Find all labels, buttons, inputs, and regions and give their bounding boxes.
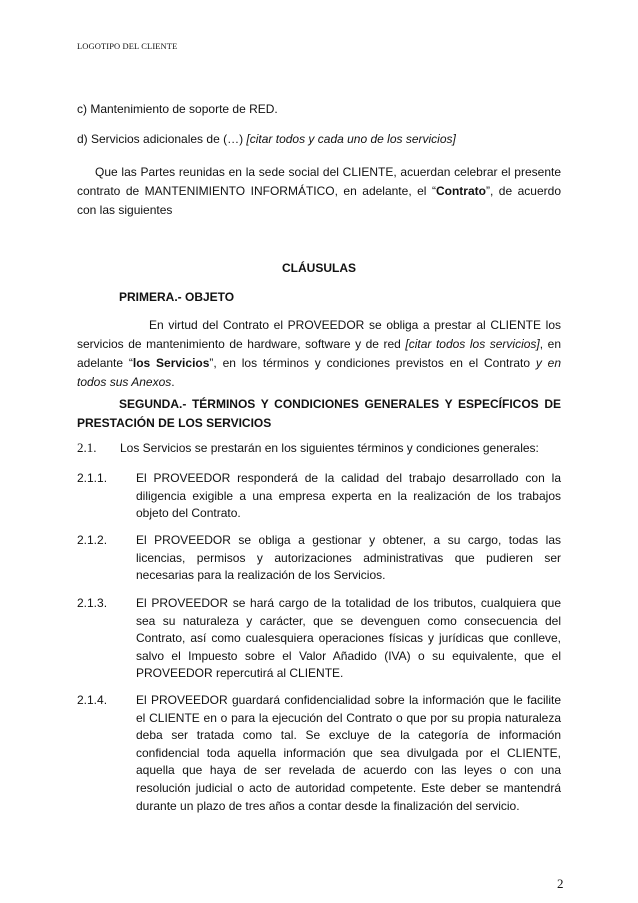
clause-2-1-1 [77,470,561,523]
parties-text-2: ”, de acuerdo con las siguientes [77,184,561,217]
client-logo-placeholder: LOGOTIPO DEL CLIENTE [77,41,178,51]
item-d-text: d) Servicios adicionales de (…) [77,132,247,146]
parties-paragraph [77,163,561,220]
item-c: c) Mantenimiento de soporte de RED. [77,102,278,116]
los-servicios-term: los Servicios [132,356,210,370]
primera-text-3: ”, en los términos y condiciones previstos en el Contrato [209,356,536,370]
clause-2-1-4 [77,692,561,815]
item-d [77,130,561,149]
parties-text-1: Que las Partes reunidas en la sede social del CLIENTE, acuerdan celebrar el presente contrato de MANTENIMIENTO INFORMÁTICO, en adelante, el “ [77,165,561,198]
primera-text-1: En virtud del Contrato el PROVEEDOR se obliga a prestar al CLIENTE los servicios de mantenimiento de hardware, software y de red [77,318,561,351]
clause-text: El PROVEEDOR responderá de la calidad del trabajo desarrollado con la diligencia exigible a una empresa experta en la realización de los trabajos objeto del Contrato. [136,471,561,521]
primera-placeholder: [citar todos los servicios] [405,337,540,351]
section-2-1-number: 2.1. [77,440,97,455]
item-d-placeholder: [citar todos y cada uno de los servicios] [246,132,456,146]
segunda-heading: SEGUNDA.- TÉRMINOS Y CONDICIONES GENERALES Y ESPECÍFICOS DE PRESTACIÓN DE LOS SERVICIOS [77,397,561,430]
primera-heading: PRIMERA.- OBJETO [119,290,235,304]
clause-number: 2.1.2. [77,533,108,547]
clause-text: El PROVEEDOR guardará confidencialidad sobre la información que le facilite el CLIENTE en o para la ejecución del Contrato o que por su propia naturaleza deba ser tratada como tal. Se excluye de la categoría de información confidencial toda aquella información que sea divulgada por el CLIENTE, aquella que haya de ser revelada de acuerdo con las leyes o con una resolución judicial o acto de autoridad competente. Este deber se mantendrá durante un plazo de tres años a contar desde la finalización del servicio. [136,693,561,813]
clausulas-heading: CLÁUSULAS [282,261,356,275]
clause-number: 2.1.1. [77,471,108,485]
clause-text: El PROVEEDOR se obliga a gestionar y obtener, a su cargo, todas las licencias, permisos y autorizaciones administrativas que pudieren ser necesarias para la realización de los Servicios. [136,533,561,583]
section-2-1-text: Los Servicios se prestarán en los siguientes términos y condiciones generales: [120,441,539,455]
primera-anexos: y en todos sus Anexos [77,356,562,389]
clause-number: 2.1.3. [77,596,108,610]
primera-text-4: . [171,375,175,389]
contrato-term: Contrato [435,184,486,198]
page-number: 2 [557,876,564,891]
clause-number: 2.1.4. [77,693,108,707]
clause-2-1-2 [77,532,561,585]
primera-text-2: , en adelante “ [77,337,561,370]
clause-text: El PROVEEDOR se hará cargo de la totalidad de los tributos, cualquiera que sea su naturaleza y carácter, que se devenguen como consecuencia del Contrato, así como cualesquiera operaciones físicas y jurídicas que conlleve, salvo el Impuesto sobre el Valor Añadido (IVA) o su equivalente, que el PROVEEDOR repercutirá al CLIENTE. [136,596,561,681]
clause-2-1-3 [77,595,561,683]
primera-paragraph [77,316,561,392]
